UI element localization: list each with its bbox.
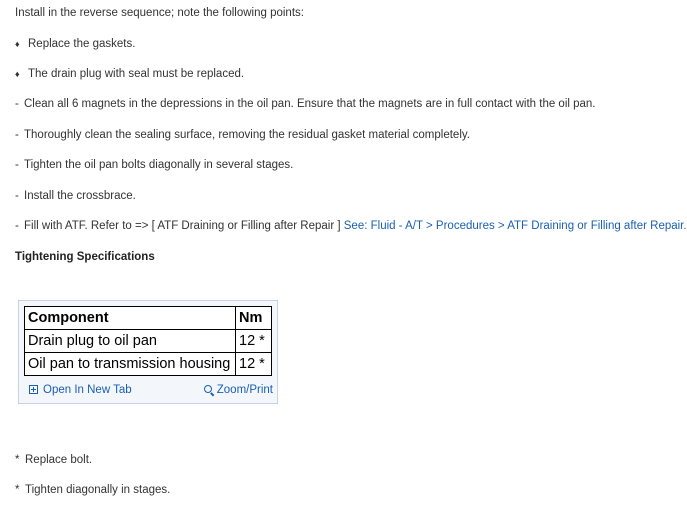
- new-tab-icon: [29, 385, 38, 394]
- step-item: [15, 189, 136, 203]
- dash-bullet: -: [15, 159, 19, 171]
- footnote-text: Replace bolt.: [25, 454, 93, 466]
- magnifier-icon: [204, 385, 212, 393]
- column-header-component: Component: [25, 307, 236, 330]
- tightening-heading: Tightening Specifications: [15, 251, 155, 263]
- intro-text: Install in the reverse sequence; note the following points:: [15, 7, 304, 19]
- atf-procedure-link[interactable]: See: Fluid - A/T > Procedures > ATF Draining or Filling after Repair.: [343, 220, 687, 232]
- spec-table: [24, 306, 272, 376]
- point-text: The drain plug with seal must be replaced.: [28, 68, 245, 80]
- table-row: [25, 353, 272, 376]
- asterisk-marker: *: [15, 454, 20, 466]
- fill-step-text: Fill with ATF. Refer to => [ ATF Draining or Filling after Repair ]: [24, 220, 344, 232]
- table-actions: [19, 384, 277, 402]
- zoom-print-link[interactable]: [204, 384, 273, 396]
- point-item: [15, 37, 135, 51]
- table-row: [25, 330, 272, 353]
- table-header-row: [25, 307, 272, 330]
- asterisk-marker: *: [15, 484, 20, 496]
- step-text: Clean all 6 magnets in the depressions in the oil pan. Ensure that the magnets are in full contact with the oil pan.: [24, 98, 596, 110]
- dash-bullet: -: [15, 220, 19, 232]
- table-cell: 12 *: [236, 330, 272, 353]
- step-item: [15, 219, 687, 233]
- open-tab-label: Open In New Tab: [43, 384, 132, 396]
- footnote-item: [15, 453, 92, 467]
- dash-bullet: -: [15, 98, 19, 110]
- step-text: Install the crossbrace.: [24, 190, 136, 202]
- dash-bullet: -: [15, 190, 19, 202]
- open-in-new-tab-link[interactable]: [29, 384, 132, 396]
- point-item: [15, 67, 244, 81]
- diamond-bullet-icon: ♦: [15, 39, 20, 49]
- zoom-print-label: Zoom/Print: [216, 384, 273, 396]
- spec-table-frame: [18, 300, 278, 404]
- table-cell: Oil pan to transmission housing: [25, 353, 236, 376]
- point-text: Replace the gaskets.: [28, 38, 136, 50]
- diamond-bullet-icon: ♦: [15, 69, 20, 79]
- footnote-item: [15, 483, 170, 497]
- dash-bullet: -: [15, 129, 19, 141]
- step-item: [15, 158, 293, 172]
- column-header-nm: Nm: [236, 307, 272, 330]
- table-cell: 12 *: [236, 353, 272, 376]
- step-item: [15, 97, 596, 111]
- footnote-text: Tighten diagonally in stages.: [25, 484, 171, 496]
- step-text: Tighten the oil pan bolts diagonally in several stages.: [24, 159, 294, 171]
- step-text: Thoroughly clean the sealing surface, removing the residual gasket material completely.: [24, 129, 470, 141]
- step-item: [15, 128, 470, 142]
- table-cell: Drain plug to oil pan: [25, 330, 236, 353]
